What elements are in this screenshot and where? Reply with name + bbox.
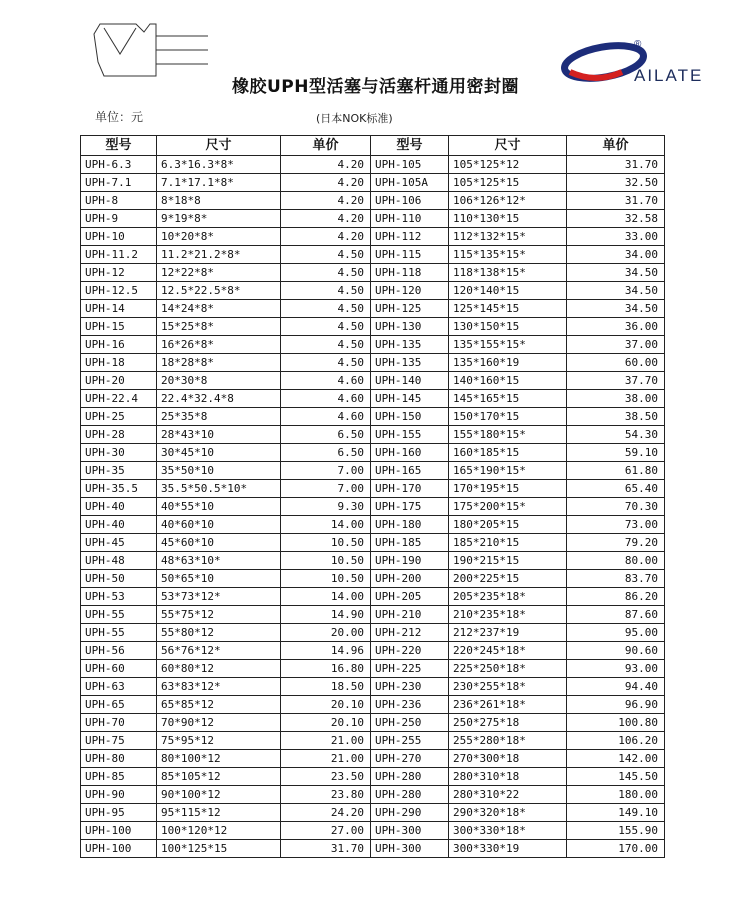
price-cell: 7.00 (281, 480, 371, 498)
table-row (81, 822, 665, 840)
price-cell: 4.50 (281, 264, 371, 282)
model-cell: UPH-16 (81, 336, 157, 354)
price-cell: 37.70 (567, 372, 665, 390)
price-cell: 4.50 (281, 354, 371, 372)
size-cell: 95*115*12 (157, 804, 281, 822)
price-cell: 149.10 (567, 804, 665, 822)
price-cell: 10.50 (281, 552, 371, 570)
table-row (81, 228, 665, 246)
model-cell: UPH-48 (81, 552, 157, 570)
table-row (81, 210, 665, 228)
price-cell: 83.70 (567, 570, 665, 588)
size-cell: 210*235*18* (449, 606, 567, 624)
price-cell: 93.00 (567, 660, 665, 678)
size-cell: 75*95*12 (157, 732, 281, 750)
table-row (81, 840, 665, 858)
price-cell: 86.20 (567, 588, 665, 606)
model-cell: UPH-210 (371, 606, 449, 624)
price-cell: 27.00 (281, 822, 371, 840)
table-row (81, 606, 665, 624)
size-cell: 9*19*8* (157, 210, 281, 228)
price-cell: 31.70 (567, 156, 665, 174)
model-cell: UPH-28 (81, 426, 157, 444)
size-cell: 14*24*8* (157, 300, 281, 318)
model-cell: UPH-225 (371, 660, 449, 678)
model-cell: UPH-65 (81, 696, 157, 714)
price-cell: 180.00 (567, 786, 665, 804)
size-cell: 300*330*19 (449, 840, 567, 858)
price-cell: 34.50 (567, 264, 665, 282)
size-cell: 90*100*12 (157, 786, 281, 804)
price-cell: 142.00 (567, 750, 665, 768)
price-cell: 70.30 (567, 498, 665, 516)
price-cell: 31.70 (567, 192, 665, 210)
table-row (81, 462, 665, 480)
size-cell: 212*237*19 (449, 624, 567, 642)
size-cell: 236*261*18* (449, 696, 567, 714)
size-cell: 12.5*22.5*8* (157, 282, 281, 300)
price-cell: 37.00 (567, 336, 665, 354)
price-cell: 31.70 (281, 840, 371, 858)
table-row (81, 750, 665, 768)
price-cell: 145.50 (567, 768, 665, 786)
size-cell: 118*138*15* (449, 264, 567, 282)
model-cell: UPH-40 (81, 498, 157, 516)
model-cell: UPH-170 (371, 480, 449, 498)
column-header-size: 尺寸 (157, 136, 281, 156)
model-cell: UPH-70 (81, 714, 157, 732)
price-cell: 4.20 (281, 174, 371, 192)
table-row (81, 804, 665, 822)
price-cell: 38.50 (567, 408, 665, 426)
price-cell: 6.50 (281, 426, 371, 444)
price-cell: 4.60 (281, 408, 371, 426)
price-cell: 21.00 (281, 750, 371, 768)
size-cell: 50*65*10 (157, 570, 281, 588)
price-cell: 24.20 (281, 804, 371, 822)
size-cell: 280*310*22 (449, 786, 567, 804)
price-cell: 10.50 (281, 534, 371, 552)
model-cell: UPH-200 (371, 570, 449, 588)
model-cell: UPH-106 (371, 192, 449, 210)
size-cell: 7.1*17.1*8* (157, 174, 281, 192)
model-cell: UPH-40 (81, 516, 157, 534)
price-cell: 100.80 (567, 714, 665, 732)
model-cell: UPH-30 (81, 444, 157, 462)
size-cell: 106*126*12* (449, 192, 567, 210)
size-cell: 12*22*8* (157, 264, 281, 282)
size-cell: 165*190*15* (449, 462, 567, 480)
table-row (81, 480, 665, 498)
size-cell: 145*165*15 (449, 390, 567, 408)
size-cell: 8*18*8 (157, 192, 281, 210)
size-cell: 18*28*8* (157, 354, 281, 372)
price-cell: 16.80 (281, 660, 371, 678)
table-row (81, 444, 665, 462)
price-cell: 34.50 (567, 300, 665, 318)
table-row (81, 588, 665, 606)
standard-note: (日本NOK标准) (316, 112, 393, 125)
size-cell: 40*60*10 (157, 516, 281, 534)
model-cell: UPH-280 (371, 786, 449, 804)
model-cell: UPH-115 (371, 246, 449, 264)
size-cell: 110*130*15 (449, 210, 567, 228)
model-cell: UPH-180 (371, 516, 449, 534)
size-cell: 63*83*12* (157, 678, 281, 696)
size-cell: 250*275*18 (449, 714, 567, 732)
table-row (81, 318, 665, 336)
price-cell: 96.90 (567, 696, 665, 714)
size-cell: 22.4*32.4*8 (157, 390, 281, 408)
price-cell: 94.40 (567, 678, 665, 696)
table-row (81, 282, 665, 300)
price-cell: 106.20 (567, 732, 665, 750)
model-cell: UPH-280 (371, 768, 449, 786)
model-cell: UPH-35.5 (81, 480, 157, 498)
size-cell: 35.5*50.5*10* (157, 480, 281, 498)
size-cell: 60*80*12 (157, 660, 281, 678)
model-cell: UPH-25 (81, 408, 157, 426)
column-header-price: 单价 (567, 136, 665, 156)
model-cell: UPH-75 (81, 732, 157, 750)
table-row (81, 300, 665, 318)
model-cell: UPH-135 (371, 354, 449, 372)
size-cell: 35*50*10 (157, 462, 281, 480)
model-cell: UPH-270 (371, 750, 449, 768)
table-row (81, 768, 665, 786)
price-cell: 65.40 (567, 480, 665, 498)
price-cell: 18.50 (281, 678, 371, 696)
price-cell: 4.50 (281, 300, 371, 318)
model-cell: UPH-55 (81, 606, 157, 624)
size-cell: 185*210*15 (449, 534, 567, 552)
table-row (81, 678, 665, 696)
model-cell: UPH-290 (371, 804, 449, 822)
price-cell: 59.10 (567, 444, 665, 462)
price-cell: 61.80 (567, 462, 665, 480)
model-cell: UPH-145 (371, 390, 449, 408)
table-row (81, 516, 665, 534)
table-header-row (81, 136, 665, 156)
price-cell: 80.00 (567, 552, 665, 570)
price-cell: 36.00 (567, 318, 665, 336)
table-row (81, 498, 665, 516)
model-cell: UPH-11.2 (81, 246, 157, 264)
table-row (81, 660, 665, 678)
table-row (81, 390, 665, 408)
size-cell: 170*195*15 (449, 480, 567, 498)
size-cell: 40*55*10 (157, 498, 281, 516)
price-table (80, 135, 665, 858)
model-cell: UPH-105 (371, 156, 449, 174)
model-cell: UPH-56 (81, 642, 157, 660)
size-cell: 255*280*18* (449, 732, 567, 750)
model-cell: UPH-100 (81, 840, 157, 858)
size-cell: 11.2*21.2*8* (157, 246, 281, 264)
size-cell: 45*60*10 (157, 534, 281, 552)
price-cell: 10.50 (281, 570, 371, 588)
size-cell: 10*20*8* (157, 228, 281, 246)
size-cell: 20*30*8 (157, 372, 281, 390)
price-cell: 4.60 (281, 390, 371, 408)
size-cell: 6.3*16.3*8* (157, 156, 281, 174)
price-cell: 87.60 (567, 606, 665, 624)
size-cell: 290*320*18* (449, 804, 567, 822)
column-header-model: 型号 (81, 136, 157, 156)
model-cell: UPH-112 (371, 228, 449, 246)
price-cell: 4.20 (281, 192, 371, 210)
size-cell: 112*132*15* (449, 228, 567, 246)
model-cell: UPH-110 (371, 210, 449, 228)
model-cell: UPH-255 (371, 732, 449, 750)
size-cell: 105*125*12 (449, 156, 567, 174)
model-cell: UPH-300 (371, 840, 449, 858)
table-row (81, 192, 665, 210)
model-cell: UPH-250 (371, 714, 449, 732)
table-row (81, 354, 665, 372)
size-cell: 105*125*15 (449, 174, 567, 192)
model-cell: UPH-63 (81, 678, 157, 696)
model-cell: UPH-230 (371, 678, 449, 696)
price-cell: 60.00 (567, 354, 665, 372)
model-cell: UPH-45 (81, 534, 157, 552)
size-cell: 48*63*10* (157, 552, 281, 570)
price-cell: 20.00 (281, 624, 371, 642)
model-cell: UPH-185 (371, 534, 449, 552)
table-row (81, 372, 665, 390)
price-cell: 170.00 (567, 840, 665, 858)
size-cell: 30*45*10 (157, 444, 281, 462)
column-header-size: 尺寸 (449, 136, 567, 156)
size-cell: 140*160*15 (449, 372, 567, 390)
size-cell: 190*215*15 (449, 552, 567, 570)
model-cell: UPH-12 (81, 264, 157, 282)
price-cell: 4.20 (281, 210, 371, 228)
model-cell: UPH-18 (81, 354, 157, 372)
price-cell: 20.10 (281, 714, 371, 732)
size-cell: 115*135*15* (449, 246, 567, 264)
model-cell: UPH-100 (81, 822, 157, 840)
model-cell: UPH-150 (371, 408, 449, 426)
size-cell: 56*76*12* (157, 642, 281, 660)
size-cell: 25*35*8 (157, 408, 281, 426)
column-header-model: 型号 (371, 136, 449, 156)
model-cell: UPH-10 (81, 228, 157, 246)
price-cell: 14.96 (281, 642, 371, 660)
model-cell: UPH-14 (81, 300, 157, 318)
table-row (81, 408, 665, 426)
model-cell: UPH-220 (371, 642, 449, 660)
price-cell: 90.60 (567, 642, 665, 660)
size-cell: 200*225*15 (449, 570, 567, 588)
table-row (81, 534, 665, 552)
price-cell: 14.90 (281, 606, 371, 624)
model-cell: UPH-212 (371, 624, 449, 642)
table-row (81, 696, 665, 714)
model-cell: UPH-120 (371, 282, 449, 300)
table-body (81, 156, 665, 858)
price-cell: 23.80 (281, 786, 371, 804)
table-row (81, 552, 665, 570)
unit-label: 单位：元 (95, 110, 144, 124)
size-cell: 270*300*18 (449, 750, 567, 768)
price-cell: 9.30 (281, 498, 371, 516)
size-cell: 55*80*12 (157, 624, 281, 642)
price-cell: 34.50 (567, 282, 665, 300)
table-row (81, 786, 665, 804)
price-cell: 33.00 (567, 228, 665, 246)
size-cell: 28*43*10 (157, 426, 281, 444)
model-cell: UPH-175 (371, 498, 449, 516)
price-cell: 14.00 (281, 516, 371, 534)
model-cell: UPH-8 (81, 192, 157, 210)
price-cell: 21.00 (281, 732, 371, 750)
model-cell: UPH-300 (371, 822, 449, 840)
model-cell: UPH-55 (81, 624, 157, 642)
size-cell: 100*125*15 (157, 840, 281, 858)
model-cell: UPH-22.4 (81, 390, 157, 408)
model-cell: UPH-105A (371, 174, 449, 192)
size-cell: 15*25*8* (157, 318, 281, 336)
price-cell: 4.20 (281, 156, 371, 174)
size-cell: 150*170*15 (449, 408, 567, 426)
model-cell: UPH-118 (371, 264, 449, 282)
model-cell: UPH-205 (371, 588, 449, 606)
table-row (81, 642, 665, 660)
column-header-price: 单价 (281, 136, 371, 156)
price-cell: 14.00 (281, 588, 371, 606)
model-cell: UPH-155 (371, 426, 449, 444)
model-cell: UPH-125 (371, 300, 449, 318)
table-row (81, 264, 665, 282)
price-cell: 4.50 (281, 246, 371, 264)
model-cell: UPH-90 (81, 786, 157, 804)
price-cell: 4.60 (281, 372, 371, 390)
price-cell: 20.10 (281, 696, 371, 714)
size-cell: 80*100*12 (157, 750, 281, 768)
seal-cross-section-diagram (90, 14, 210, 80)
size-cell: 55*75*12 (157, 606, 281, 624)
size-cell: 120*140*15 (449, 282, 567, 300)
model-cell: UPH-6.3 (81, 156, 157, 174)
price-cell: 32.50 (567, 174, 665, 192)
price-cell: 4.50 (281, 318, 371, 336)
size-cell: 300*330*18* (449, 822, 567, 840)
price-cell: 34.00 (567, 246, 665, 264)
size-cell: 65*85*12 (157, 696, 281, 714)
price-cell: 4.50 (281, 282, 371, 300)
price-cell: 79.20 (567, 534, 665, 552)
price-cell: 73.00 (567, 516, 665, 534)
model-cell: UPH-95 (81, 804, 157, 822)
price-cell: 32.58 (567, 210, 665, 228)
model-cell: UPH-9 (81, 210, 157, 228)
price-cell: 23.50 (281, 768, 371, 786)
model-cell: UPH-53 (81, 588, 157, 606)
price-cell: 4.50 (281, 336, 371, 354)
registered-mark: ® (634, 39, 642, 50)
model-cell: UPH-190 (371, 552, 449, 570)
page-title: 橡胶UPH型活塞与活塞杆通用密封圈 (232, 77, 519, 97)
table-row (81, 624, 665, 642)
size-cell: 205*235*18* (449, 588, 567, 606)
brand-name: AILATE (634, 66, 704, 85)
size-cell: 85*105*12 (157, 768, 281, 786)
model-cell: UPH-7.1 (81, 174, 157, 192)
price-cell: 155.90 (567, 822, 665, 840)
price-cell: 7.00 (281, 462, 371, 480)
size-cell: 70*90*12 (157, 714, 281, 732)
size-cell: 130*150*15 (449, 318, 567, 336)
size-cell: 135*160*19 (449, 354, 567, 372)
table-row (81, 570, 665, 588)
price-cell: 38.00 (567, 390, 665, 408)
model-cell: UPH-85 (81, 768, 157, 786)
table-row (81, 714, 665, 732)
model-cell: UPH-50 (81, 570, 157, 588)
size-cell: 100*120*12 (157, 822, 281, 840)
table-row (81, 732, 665, 750)
table-row (81, 336, 665, 354)
model-cell: UPH-60 (81, 660, 157, 678)
price-cell: 54.30 (567, 426, 665, 444)
size-cell: 220*245*18* (449, 642, 567, 660)
model-cell: UPH-130 (371, 318, 449, 336)
model-cell: UPH-15 (81, 318, 157, 336)
size-cell: 180*205*15 (449, 516, 567, 534)
price-cell: 95.00 (567, 624, 665, 642)
size-cell: 230*255*18* (449, 678, 567, 696)
table-row (81, 426, 665, 444)
table-row (81, 156, 665, 174)
table-row (81, 246, 665, 264)
model-cell: UPH-160 (371, 444, 449, 462)
price-cell: 4.20 (281, 228, 371, 246)
model-cell: UPH-80 (81, 750, 157, 768)
size-cell: 155*180*15* (449, 426, 567, 444)
size-cell: 53*73*12* (157, 588, 281, 606)
size-cell: 16*26*8* (157, 336, 281, 354)
table-row (81, 174, 665, 192)
model-cell: UPH-236 (371, 696, 449, 714)
size-cell: 135*155*15* (449, 336, 567, 354)
size-cell: 280*310*18 (449, 768, 567, 786)
size-cell: 125*145*15 (449, 300, 567, 318)
size-cell: 160*185*15 (449, 444, 567, 462)
model-cell: UPH-135 (371, 336, 449, 354)
model-cell: UPH-35 (81, 462, 157, 480)
price-cell: 6.50 (281, 444, 371, 462)
size-cell: 175*200*15* (449, 498, 567, 516)
size-cell: 225*250*18* (449, 660, 567, 678)
model-cell: UPH-140 (371, 372, 449, 390)
model-cell: UPH-20 (81, 372, 157, 390)
model-cell: UPH-165 (371, 462, 449, 480)
model-cell: UPH-12.5 (81, 282, 157, 300)
